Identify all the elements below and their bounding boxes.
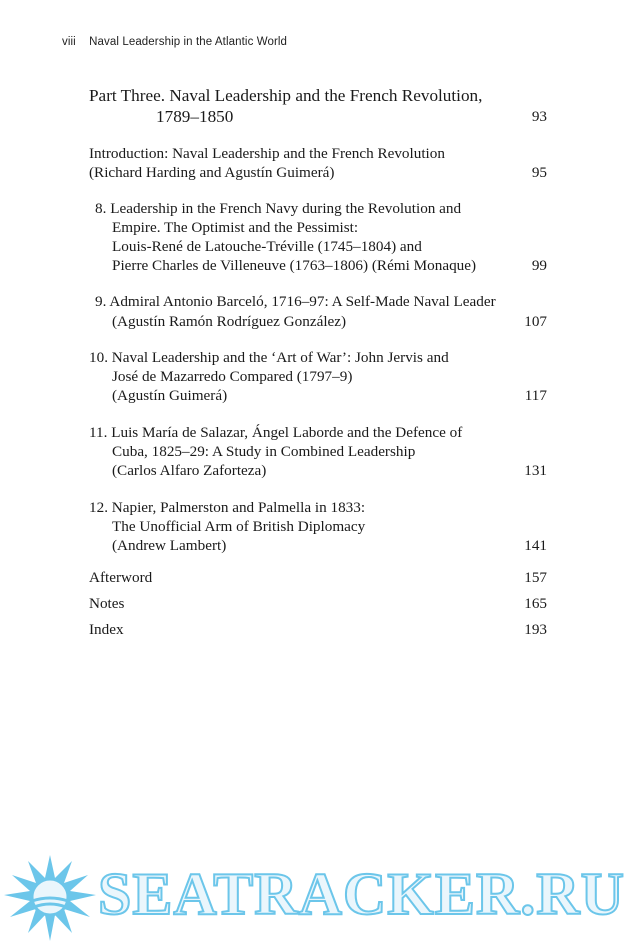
ch10-line-3 xyxy=(112,386,547,405)
ch8-page-number: 99 xyxy=(531,257,547,274)
ch8-line-4 xyxy=(112,256,547,275)
ch12-line-1 xyxy=(89,498,547,517)
ch12-line-2 xyxy=(112,517,547,536)
ch8-line-2 xyxy=(112,218,547,237)
ch11-title-2: Cuba, 1825–29: A Study in Combined Leadership xyxy=(112,443,416,460)
ch10-line-2 xyxy=(112,367,547,386)
ch12-title-1: 12. Napier, Palmerston and Palmella in 1833: xyxy=(89,499,366,516)
ch12-page-number: 141 xyxy=(524,537,547,554)
ch8-line-3 xyxy=(112,237,547,256)
part-title-dates: 1789–1850 xyxy=(156,107,234,126)
ch11-title-1: 11. Luis María de Salazar, Ángel Laborde and the Defence of xyxy=(89,424,463,441)
ch11-line-2 xyxy=(112,442,547,461)
notes-label: Notes xyxy=(89,595,125,612)
intro-authors: (Richard Harding and Agustín Guimerá) xyxy=(89,164,335,181)
watermark-text: SEATRACKER.RU xyxy=(98,861,625,927)
ch11-authors: (Carlos Alfaro Zaforteza) xyxy=(112,462,267,479)
ch9-page-number: 107 xyxy=(524,313,547,330)
ch9-authors: (Agustín Ramón Rodríguez González) xyxy=(112,313,347,330)
ch11-line-1 xyxy=(89,423,547,442)
index-page-number: 193 xyxy=(524,621,547,638)
ch10-title-2: José de Mazarredo Compared (1797–9) xyxy=(112,368,353,385)
index-entry xyxy=(89,620,547,639)
part-title-line-1 xyxy=(89,86,547,105)
notes-entry xyxy=(89,594,547,613)
ch12-line-3 xyxy=(112,536,547,555)
afterword-entry xyxy=(89,568,547,587)
afterword-page-number: 157 xyxy=(524,569,547,586)
sun-burst-icon xyxy=(0,843,100,943)
intro-line-2 xyxy=(89,163,547,182)
intro-line-1 xyxy=(89,144,547,163)
ch11-page-number: 131 xyxy=(524,462,547,479)
ch10-authors: (Agustín Guimerá) xyxy=(112,387,228,404)
notes-page-number: 165 xyxy=(524,595,547,612)
ch10-page-number: 117 xyxy=(524,387,547,404)
running-head-title: Naval Leadership in the Atlantic World xyxy=(89,36,288,48)
ch10-title-1: 10. Naval Leadership and the ‘Art of War’: John Jervis and xyxy=(89,349,449,366)
ch12-title-2: The Unofficial Arm of British Diplomacy xyxy=(112,518,366,535)
ch8-authors: Pierre Charles de Villeneuve (1763–1806) (Rémi Monaque) xyxy=(112,257,477,274)
running-head xyxy=(62,36,287,48)
intro-page-number: 95 xyxy=(531,164,547,181)
index-label: Index xyxy=(89,621,124,638)
ch8-line-1 xyxy=(95,199,547,218)
part-title-text: Part Three. Naval Leadership and the French Revolution, xyxy=(89,86,483,105)
part-title-line-2 xyxy=(89,107,547,126)
part-page-number: 93 xyxy=(531,108,547,125)
running-head-page-number: viii xyxy=(62,36,76,48)
ch9-line-1 xyxy=(95,292,547,311)
ch12-authors: (Andrew Lambert) xyxy=(112,537,227,554)
ch10-line-1 xyxy=(89,348,547,367)
ch9-line-2 xyxy=(112,312,547,331)
intro-title: Introduction: Naval Leadership and the French Revolution xyxy=(89,145,445,162)
ch8-title-1: 8. Leadership in the French Navy during the Revolution and xyxy=(95,200,462,217)
ch8-title-2: Empire. The Optimist and the Pessimist: xyxy=(112,219,359,236)
afterword-label: Afterword xyxy=(89,569,153,586)
ch8-title-3: Louis-René de Latouche-Tréville (1745–1804) and xyxy=(112,238,422,255)
ch11-line-3 xyxy=(112,461,547,480)
ch9-title: 9. Admiral Antonio Barceló, 1716–97: A Self-Made Naval Leader xyxy=(95,293,496,310)
